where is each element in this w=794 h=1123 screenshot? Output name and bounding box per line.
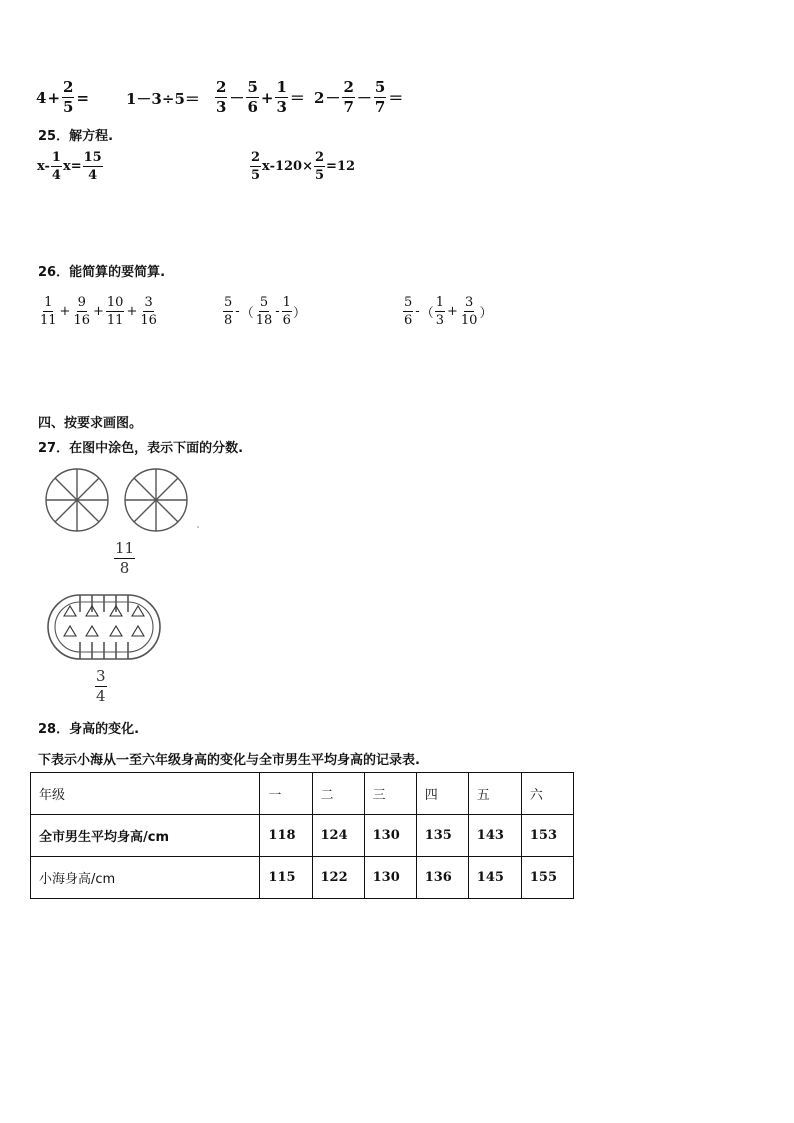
numerator: 1 bbox=[51, 150, 61, 165]
table-cell: 年级 bbox=[31, 773, 260, 815]
equation-text: x= bbox=[62, 159, 82, 174]
table-cell: 全市男生平均身高/cm bbox=[31, 815, 260, 857]
numerator: 5 bbox=[374, 78, 386, 96]
numerator: 3 bbox=[96, 667, 106, 685]
fraction bbox=[403, 296, 413, 327]
numerator: 11 bbox=[115, 539, 135, 557]
equals: ＝ bbox=[388, 89, 404, 107]
denominator: 7 bbox=[374, 98, 386, 116]
numerator: 1 bbox=[44, 295, 53, 310]
fraction bbox=[246, 80, 258, 115]
fraction bbox=[139, 296, 158, 327]
table-cell: 143 bbox=[468, 815, 521, 857]
denominator: 11 bbox=[106, 313, 124, 328]
operator: － bbox=[229, 89, 245, 107]
equation-text: x- bbox=[37, 159, 50, 174]
circle-diagram bbox=[125, 469, 187, 531]
numerator: 1 bbox=[435, 295, 444, 310]
numerator: 1 bbox=[276, 78, 287, 96]
numerator: 9 bbox=[77, 295, 86, 310]
expression-24-3 bbox=[214, 80, 306, 115]
equation-25-1 bbox=[37, 151, 104, 182]
equation-text: =12 bbox=[326, 159, 356, 174]
fraction bbox=[72, 296, 91, 327]
expression-24-4 bbox=[314, 80, 404, 115]
table-cell: 122 bbox=[312, 857, 364, 899]
table-cell: 136 bbox=[416, 857, 468, 899]
table-cell: 153 bbox=[521, 815, 573, 857]
table-cell: 115 bbox=[260, 857, 312, 899]
table-cell: 145 bbox=[468, 857, 521, 899]
expression-26-3 bbox=[402, 296, 492, 327]
equation-25-2 bbox=[249, 151, 355, 182]
table-cell: 四 bbox=[416, 773, 468, 815]
fraction bbox=[374, 80, 386, 115]
numerator: 5 bbox=[259, 295, 269, 310]
denominator: 5 bbox=[251, 168, 261, 183]
operator: － bbox=[325, 89, 341, 107]
denominator: 5 bbox=[315, 168, 325, 183]
question-28-title: 28．身高的变化. bbox=[38, 722, 140, 737]
table-cell: 135 bbox=[416, 815, 468, 857]
expression-24-2 bbox=[126, 88, 200, 109]
denominator: 3 bbox=[435, 313, 444, 328]
right-paren: ） bbox=[479, 306, 493, 321]
numerator: 5 bbox=[404, 295, 413, 310]
operator: + bbox=[59, 304, 71, 319]
numerator: 2 bbox=[315, 150, 325, 165]
table-cell: 130 bbox=[364, 857, 416, 899]
equation-text: x-120× bbox=[262, 159, 313, 174]
left-paren: （ bbox=[240, 306, 254, 321]
denominator: 6 bbox=[404, 313, 413, 328]
denominator: 8 bbox=[119, 559, 130, 577]
denominator: 6 bbox=[247, 98, 258, 116]
fraction bbox=[342, 80, 354, 115]
section-4-title: 四、按要求画图。 bbox=[38, 416, 143, 431]
triangle-capsule-diagram bbox=[46, 592, 162, 662]
fraction bbox=[282, 296, 292, 327]
fraction-3-4 bbox=[94, 669, 108, 704]
table-header-row bbox=[31, 773, 574, 815]
numerator: 2 bbox=[216, 78, 227, 96]
question-25-title: 25．解方程. bbox=[38, 129, 114, 144]
denominator: 16 bbox=[73, 313, 90, 328]
table-cell: 三 bbox=[364, 773, 416, 815]
table-cell: 155 bbox=[521, 857, 573, 899]
operator: + bbox=[126, 304, 138, 319]
table-cell: 118 bbox=[260, 815, 312, 857]
table-row bbox=[31, 815, 574, 857]
height-table bbox=[30, 772, 574, 899]
numerator: 15 bbox=[83, 150, 102, 165]
operator: - bbox=[235, 304, 240, 319]
denominator: 3 bbox=[216, 98, 227, 116]
operator: + bbox=[260, 88, 274, 107]
table-cell: 六 bbox=[521, 773, 573, 815]
equals: ＝ bbox=[289, 89, 305, 107]
denominator: 4 bbox=[51, 168, 61, 183]
denominator: 5 bbox=[63, 98, 74, 116]
numerator: 3 bbox=[465, 295, 474, 310]
circle-diagram bbox=[46, 469, 108, 531]
fraction bbox=[250, 151, 261, 182]
denominator: 18 bbox=[255, 313, 273, 328]
fraction bbox=[275, 80, 287, 115]
table-cell: 五 bbox=[468, 773, 521, 815]
expression-26-1 bbox=[38, 296, 159, 327]
number: 2 bbox=[314, 88, 325, 107]
table-row bbox=[31, 857, 574, 899]
numerator: 1 bbox=[282, 295, 291, 310]
fraction bbox=[83, 151, 103, 182]
table-cell: 一 bbox=[260, 773, 312, 815]
numerator: 2 bbox=[251, 150, 261, 165]
operator: + bbox=[47, 88, 61, 107]
expression-text: 1－3÷5＝ bbox=[126, 90, 200, 108]
numerator: 5 bbox=[224, 295, 233, 310]
question-28-description: 下表示小海从一至六年级身高的变化与全市男生平均身高的记录表. bbox=[38, 753, 420, 768]
fraction-11-8 bbox=[113, 541, 136, 576]
table-cell: 124 bbox=[312, 815, 364, 857]
equals: = bbox=[76, 88, 90, 107]
table-cell: 小海身高/cm bbox=[31, 857, 260, 899]
fraction bbox=[51, 151, 62, 182]
denominator: 16 bbox=[140, 313, 157, 328]
expression-26-2 bbox=[222, 296, 306, 327]
denominator: 4 bbox=[88, 168, 98, 183]
denominator: 6 bbox=[282, 313, 291, 328]
denominator: 10 bbox=[460, 313, 478, 328]
number: 4 bbox=[36, 88, 47, 107]
right-paren: ） bbox=[292, 306, 306, 321]
fraction bbox=[39, 296, 58, 327]
operator: － bbox=[356, 89, 372, 107]
fraction bbox=[62, 80, 74, 115]
fraction bbox=[255, 296, 274, 327]
numerator: 2 bbox=[343, 78, 354, 96]
denominator: 4 bbox=[96, 687, 106, 705]
numerator: 2 bbox=[63, 78, 74, 96]
table-cell: 二 bbox=[312, 773, 364, 815]
left-paren: （ bbox=[420, 306, 434, 321]
numerator: 10 bbox=[106, 295, 124, 310]
denominator: 3 bbox=[276, 98, 287, 116]
fraction bbox=[215, 80, 227, 115]
question-27-title: 27．在图中涂色，表示下面的分数. bbox=[38, 441, 244, 456]
operator: - bbox=[275, 304, 280, 319]
question-26-title: 26．能简算的要简算. bbox=[38, 265, 166, 280]
fraction bbox=[223, 296, 233, 327]
table-cell: 130 bbox=[364, 815, 416, 857]
fraction bbox=[460, 296, 479, 327]
operator: + bbox=[93, 304, 104, 319]
denominator: 7 bbox=[343, 98, 354, 116]
circle-diagrams bbox=[40, 466, 200, 536]
expression-24-1 bbox=[36, 80, 90, 115]
fraction bbox=[435, 296, 445, 327]
numerator: 3 bbox=[144, 295, 153, 310]
fraction bbox=[314, 151, 325, 182]
denominator: 8 bbox=[224, 313, 233, 328]
fraction bbox=[106, 296, 125, 327]
operator: - bbox=[415, 304, 420, 319]
numerator: 5 bbox=[247, 78, 258, 96]
operator: + bbox=[446, 304, 458, 319]
denominator: 11 bbox=[40, 313, 57, 328]
